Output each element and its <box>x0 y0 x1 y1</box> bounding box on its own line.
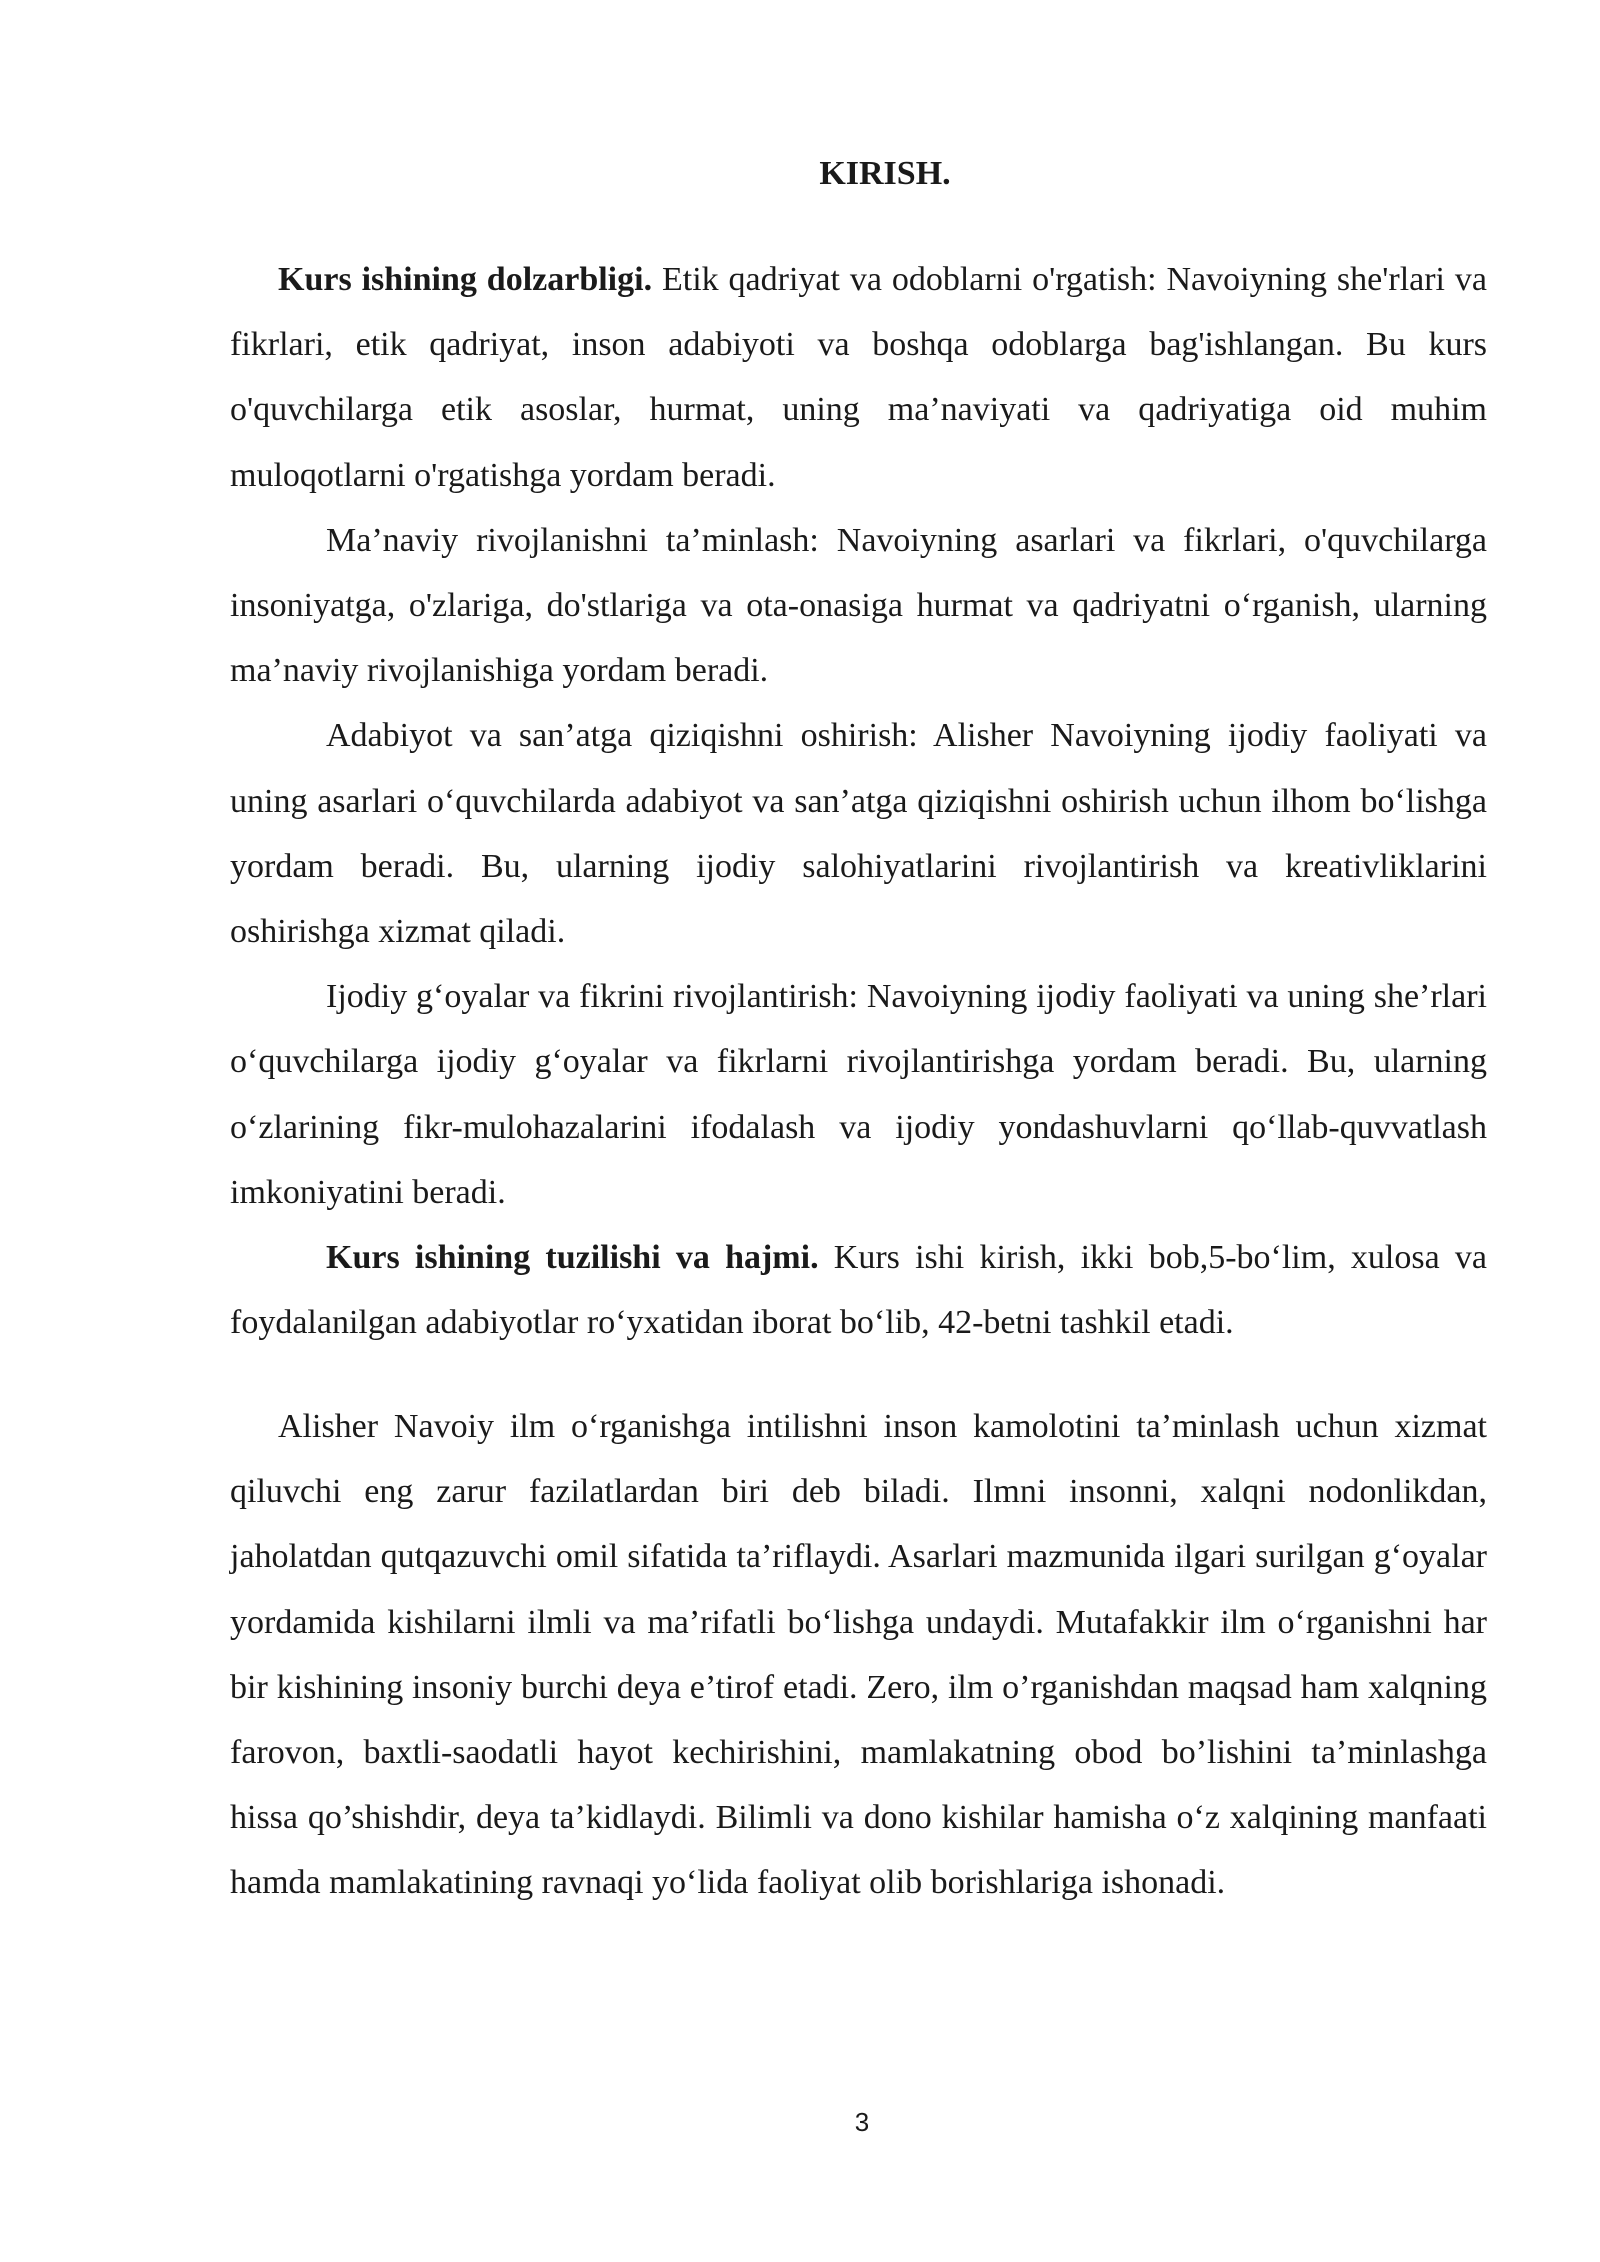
paragraph-literature-interest: Adabiyot va san’atga qiziqishni oshirish: Alisher Navoiyning ijodiy faoliyati va uning asarlari o‘quvchilarda adabiyot va san’atga qiziqishni oshirish uchun ilhom bo‘lishga yordam beradi. Bu, ularning ijodiy salohiyatlarini rivojlantirish va kreativliklarini oshirishga xizmat qiladi. <box>230 717 1487 951</box>
paragraph-creative-ideas: Ijodiy g‘oyalar va fikrini rivojlantirish: Navoiyning ijodiy faoliyati va uning she’rlari o‘quvchilarga ijodiy g‘oyalar va fikrlarni rivojlantirishga yordam beradi. Bu, ularning o‘zlarining fikr-mulohazalarini ifodalash va ijodiy yondashuvlarni qo‘llab-quvvatlash imkoniyatini beradi. <box>230 978 1487 1211</box>
intro-text-block <box>230 247 1487 1355</box>
paragraph-spiritual-development: Ma’naviy rivojlanishni ta’minlash: Navoiyning asarlari va fikrlari, o'quvchilarga insoniyatga, o'zlariga, do'stlariga va ota-onasiga hurmat va qadriyatni o‘rganish, ularning ma’naviy rivojlanishiga yordam beradi. <box>230 521 1487 690</box>
paragraph-text: Kurs ishi kirish, ikki bob,5-bo‘lim, xulosa va foydalanilgan adabiyotlar ro‘yxatidan iborat bo‘lib, 42-betni tashkil etadi. <box>230 1239 1487 1342</box>
paragraph-relevance <box>230 247 1487 508</box>
closing-text-block <box>230 1394 1487 1916</box>
paragraph-lead-relevance: Kurs ishining dolzarbligi. <box>278 261 653 298</box>
page-number: 3 <box>854 2107 870 2137</box>
paragraph-structure <box>230 1225 1487 1355</box>
paragraph-lead-structure: Kurs ishining tuzilishi va hajmi. <box>326 1239 819 1277</box>
paragraph-text: Etik qadriyat va odoblarni o'rgatish: Navoiyning she'rlari va fikrlari, etik qadriyat, inson adabiyoti va boshqa odoblarga bag'ishlangan. Bu kurs o'quvchilarga etik asoslar, hurmat, uning ma’naviyati va qadriyatiga oid muhim muloqotlarni o'rgatishga yordam beradi. <box>230 261 1487 494</box>
page-title: KIRISH. <box>819 155 951 192</box>
paragraph-navoiy-knowledge: Alisher Navoiy ilm o‘rganishga intilishni inson kamolotini ta’minlash uchun xizmat qiluvchi eng zarur fazilatlardan biri deb biladi. Ilmni insonni, xalqni nodonlikdan, jaholatdan qutqazuvchi omil sifatida ta’riflaydi. Asarlari mazmunida ilgari surilgan g‘oyalar yordamida kishilarni ilmli va ma’rifatli bo‘lishga undaydi. Mutafakkir ilm o‘rganishni har bir kishining insoniy burchi deya e’tirof etadi. Zero, ilm o’rganishdan maqsad ham xalqning farovon, baxtli-saodatli hayot kechirishini, mamlakatning obod bo’lishini ta’minlashga hissa qo’shishdir, deya ta’kidlaydi. Bilimli va dono kishilar hamisha o‘z xalqining manfaati hamda mamlakatining ravnaqi yo‘lida faoliyat olib borishlariga ishonadi. <box>230 1408 1487 1902</box>
